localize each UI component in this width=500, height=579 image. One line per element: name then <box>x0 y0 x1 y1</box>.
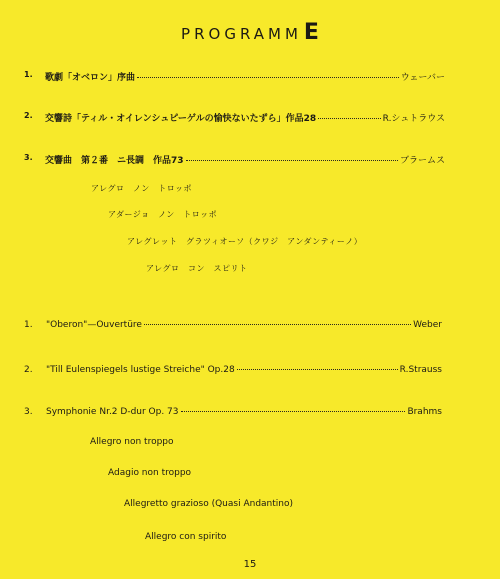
de-movement-3: Allegretto grazioso (Quasi Andantino) <box>124 499 293 509</box>
page-title <box>0 20 500 45</box>
jp-item-number: 3. <box>24 153 33 162</box>
de-item-number: 3. <box>24 407 33 417</box>
de-movement-2: Adagio non troppo <box>108 468 192 478</box>
leader-dots <box>186 159 398 161</box>
leader-dots <box>181 410 406 412</box>
title-lead: PROGRAMM <box>181 25 302 43</box>
jp-item-2 <box>24 111 445 124</box>
de-movement-4: Allegro con spirito <box>145 532 227 542</box>
jp-item-number: 2. <box>24 111 33 120</box>
jp-composer: ウェーバー <box>400 73 445 83</box>
leader-dots <box>318 117 380 119</box>
jp-item-number: 1. <box>24 70 33 79</box>
de-work-title: "Till Eulenspiegels lustige Streiche" Op.28 <box>46 365 235 375</box>
de-item-1 <box>24 320 442 330</box>
de-composer: Weber <box>413 320 442 330</box>
jp-work-title: 交響曲 第２番 ニ長調 作品73 <box>45 156 184 166</box>
jp-movement-3: アレグレット グラツィオーソ（クワジ アンダンティーノ） <box>127 237 363 246</box>
jp-movement-2: アダージョ ノン トロッポ <box>108 210 218 219</box>
jp-composer: R.シュトラウス <box>382 114 445 124</box>
de-item-3 <box>24 407 442 417</box>
de-work-title: "Oberon"—Ouvertüre <box>46 320 142 330</box>
de-item-number: 2. <box>24 365 33 375</box>
de-composer: Brahms <box>407 407 442 417</box>
de-work-title: Symphonie Nr.2 D-dur Op. 73 <box>46 407 179 417</box>
jp-work-title: 交響詩「ティル・オイレンシュピーゲルの愉快ないたずら」作品28 <box>45 114 317 124</box>
leader-dots <box>144 323 411 325</box>
leader-dots <box>137 76 399 78</box>
de-item-2 <box>24 365 442 375</box>
leader-dots <box>237 368 398 370</box>
de-composer: R.Strauss <box>399 365 442 375</box>
jp-item-3 <box>24 153 445 166</box>
de-movement-1: Allegro non troppo <box>90 437 174 447</box>
jp-movement-1: アレグロ ノン トロッポ <box>91 184 193 193</box>
jp-composer: ブラームス <box>399 156 445 166</box>
jp-movement-4: アレグロ コン スピリト <box>146 264 248 273</box>
jp-work-title: 歌劇「オベロン」序曲 <box>45 73 136 83</box>
de-item-number: 1. <box>24 320 33 330</box>
jp-item-1 <box>24 70 445 83</box>
page-number: 15 <box>243 559 257 570</box>
title-mark: E <box>303 20 319 45</box>
